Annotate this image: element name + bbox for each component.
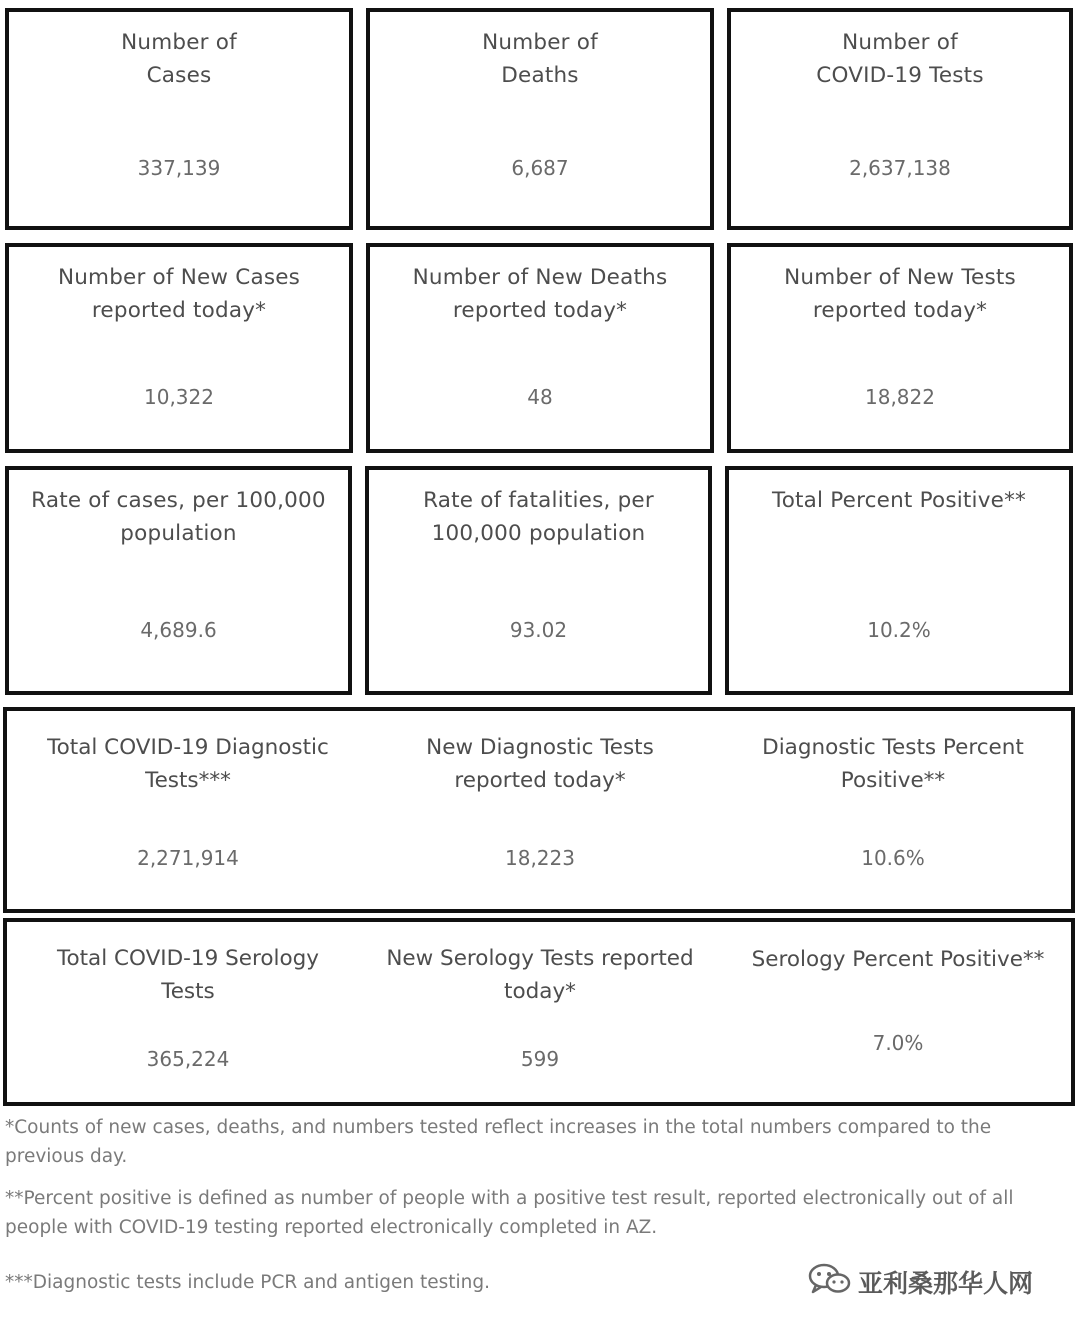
diagnostic-total bbox=[23, 711, 353, 909]
panel-label: Diagnostic Tests Percent Positive** bbox=[762, 735, 1024, 793]
card-total-tests bbox=[727, 8, 1073, 230]
card-new-deaths bbox=[366, 243, 714, 453]
card-label: Number of COVID-19 Tests bbox=[816, 30, 984, 88]
card-new-cases bbox=[5, 243, 353, 453]
card-value: 337,139 bbox=[137, 156, 221, 180]
card-new-tests bbox=[727, 243, 1073, 453]
panel-value: 7.0% bbox=[872, 1031, 924, 1055]
wechat-icon bbox=[808, 1262, 858, 1302]
footnote-diagnostic-tests: ***Diagnostic tests include PCR and antigen testing. bbox=[5, 1272, 490, 1293]
card-value: 2,637,138 bbox=[849, 156, 951, 180]
panel-label: Total COVID-19 Diagnostic Tests*** bbox=[47, 735, 329, 793]
card-label: Number of New Deaths reported today* bbox=[412, 265, 668, 323]
panel-value: 2,271,914 bbox=[137, 846, 239, 870]
diagnostic-new bbox=[373, 711, 707, 909]
card-total-cases bbox=[5, 8, 353, 230]
card-label: Rate of cases, per 100,000 population bbox=[31, 488, 326, 546]
card-label: Total Percent Positive** bbox=[772, 488, 1026, 513]
serology-percent-positive bbox=[727, 922, 1069, 1102]
serology-new bbox=[373, 922, 707, 1102]
footnote-percent-positive: **Percent positive is defined as number of people with a positive test result, reported electronically out of all people with COVID-19 testing reported electronically completed in AZ. bbox=[5, 1188, 1014, 1238]
panel-label: Total COVID-19 Serology Tests bbox=[56, 946, 320, 1004]
panel-value: 599 bbox=[520, 1047, 560, 1071]
panel-value: 10.6% bbox=[861, 846, 925, 870]
card-value: 4,689.6 bbox=[140, 618, 217, 642]
card-value: 18,822 bbox=[865, 385, 935, 409]
panel-label: Serology Percent Positive** bbox=[751, 947, 1045, 972]
card-case-rate bbox=[5, 466, 352, 695]
card-total-percent-positive bbox=[725, 466, 1073, 695]
card-value: 10.2% bbox=[867, 618, 931, 642]
card-value: 6,687 bbox=[511, 156, 569, 180]
panel-value: 365,224 bbox=[146, 1047, 230, 1071]
card-value: 10,322 bbox=[144, 385, 214, 409]
card-value: 93.02 bbox=[509, 618, 568, 642]
serology-total bbox=[23, 922, 353, 1102]
card-label: Number of Cases bbox=[121, 30, 237, 88]
panel-label: New Diagnostic Tests reported today* bbox=[426, 735, 654, 793]
card-label: Number of New Tests reported today* bbox=[784, 265, 1016, 323]
footnote-new-counts: *Counts of new cases, deaths, and numbers tested reflect increases in the total numbers compared to the previous day. bbox=[5, 1117, 992, 1167]
diagnostic-percent-positive bbox=[727, 711, 1059, 909]
panel-value: 18,223 bbox=[505, 846, 575, 870]
panel-label: New Serology Tests reported today* bbox=[386, 946, 694, 1004]
serology-tests-panel bbox=[3, 918, 1075, 1106]
diagnostic-tests-panel bbox=[3, 707, 1075, 913]
card-total-deaths bbox=[366, 8, 714, 230]
card-value: 48 bbox=[527, 385, 553, 409]
card-label: Rate of fatalities, per 100,000 population bbox=[423, 488, 654, 546]
watermark-text: 亚利桑那华人网 bbox=[858, 1269, 1034, 1298]
card-label: Number of New Cases reported today* bbox=[57, 265, 301, 323]
watermark bbox=[808, 1262, 1033, 1302]
card-label: Number of Deaths bbox=[482, 30, 598, 88]
card-fatality-rate bbox=[365, 466, 712, 695]
